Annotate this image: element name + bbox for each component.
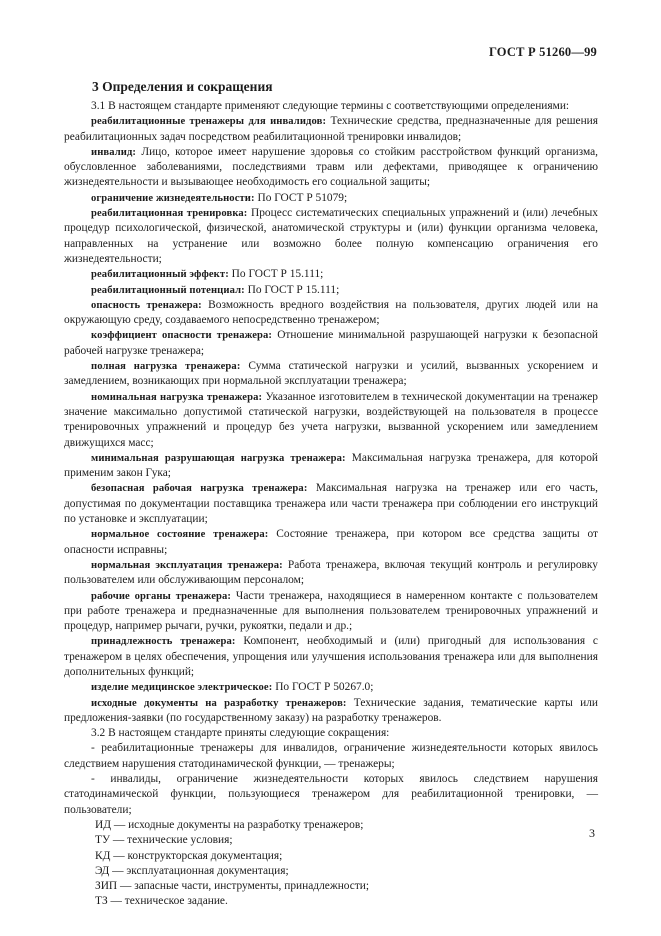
abbreviation-item: ЭД — эксплуатационная документация; <box>95 864 289 877</box>
term-definition <box>64 634 598 680</box>
term-name: опасность тренажера: <box>91 299 202 311</box>
term-text: Части тренажера, находящиеся в намеренном контакте с пользователем при работе тренажера и предназначенные для выполнения пользователем тренировочных упражнений и процедур, например рычаги, ручки, рукоятки, педали и др.; <box>64 589 599 633</box>
term-text: По ГОСТ Р 15.111; <box>228 268 324 281</box>
term-name: ограничение жизнедеятельности: <box>91 192 255 204</box>
term-definition <box>64 191 598 206</box>
term-text: Работа тренажера, включая текущий контроль и регулировку пользователем или обслуживающим персоналом; <box>64 558 598 587</box>
abbreviation-item: ТЗ — техническое задание. <box>95 895 228 908</box>
term-name: изделие медицинское электрическое: <box>91 682 273 694</box>
term-text: Указанное изготовителем в технической документации на тренажер значение максимально допустимой статической нагрузки, воздействующей на пользователя в процессе тренировочных упражнений и процедур без учета нагрузки, вызванной ускорением или замедлением движущихся масс; <box>64 390 598 449</box>
paragraph-3-1: 3.1 В настоящем стандарте применяют следующие термины с соответствующими определениями: <box>91 100 570 112</box>
term-text: Компонент, необходимый и (или) пригодный для использования с тренажером в целях обеспечения, упрощения или улучшения использования тренажера или для выполнения дополнительных функций; <box>64 635 598 678</box>
term-definition <box>64 680 598 695</box>
abbreviations-list <box>64 818 598 910</box>
term-definition <box>64 481 598 527</box>
term-text: Максимальная нагрузка на тренажер или его часть, допустимая по документации поставщика тренажера или части тренажера при соблюдении его инструкций по установке и эксплуатации; <box>64 482 598 526</box>
term-name: инвалид: <box>91 146 137 158</box>
term-definition <box>64 359 598 390</box>
term-text: По ГОСТ Р 15.111; <box>244 283 340 296</box>
abbreviation-paragraphs <box>64 741 598 817</box>
term-name: безопасная рабочая нагрузка тренажера: <box>91 483 308 495</box>
term-text: По ГОСТ Р 51079; <box>254 191 348 204</box>
term-definition <box>64 390 598 451</box>
abbreviation-item: ТУ — технические условия; <box>95 834 233 847</box>
term-definition <box>64 328 598 359</box>
term-definition <box>64 298 598 329</box>
abbreviation-paragraph: - инвалиды, ограничение жизнедеятельности которых явилось следствием нарушения статодинамической функции, пользующиеся тренажером для реабилитационной тренировки, — пользователи; <box>64 773 598 816</box>
abbreviation-item: ЗИП — запасные части, инструменты, принадлежности; <box>95 880 370 893</box>
term-name: реабилитационный потенциал: <box>91 284 245 296</box>
term-text: Технические средства, предназначенные для решения реабилитационных задач посредством реабилитационной тренировки инвалидов; <box>64 115 599 143</box>
page-number: 3 <box>589 826 595 840</box>
abbreviation-item: ИД — исходные документы на разработку тренажеров; <box>95 818 364 831</box>
abbreviation-item: КД — конструкторская документация; <box>95 849 283 862</box>
term-text: Технические задания, тематические карты или предложения-заявки (по государственному заказу) на разработку тренажеров. <box>64 696 598 724</box>
term-definition <box>64 114 598 145</box>
term-name: исходные документы на разработку тренажеров: <box>91 697 347 709</box>
term-definition <box>64 283 598 298</box>
document-body <box>64 99 598 910</box>
section-title: 3 Определения и сокращения <box>92 79 273 94</box>
term-name: реабилитационные тренажеры для инвалидов: <box>91 116 327 128</box>
term-name: реабилитационная тренировка: <box>91 208 248 220</box>
term-text: Сумма статической нагрузки и усилий, вызванных ускорением и замедлением, возникающих при нормальной эксплуатации тренажера; <box>64 360 598 388</box>
term-definition <box>64 206 598 267</box>
term-definition <box>64 589 598 635</box>
standard-header: ГОСТ Р 51260—99 <box>488 45 597 59</box>
term-name: нормальное состояние тренажера: <box>91 529 269 541</box>
terms-list <box>64 114 598 726</box>
abbreviation-paragraph: - реабилитационные тренажеры для инвалидов, ограничение жизнедеятельности которых явилось следствием нарушения статодинамической функции, — тренажеры; <box>64 742 598 770</box>
term-definition <box>64 267 598 282</box>
term-name: принадлежность тренажера: <box>91 636 236 648</box>
paragraph-3-2: 3.2 В настоящем стандарте приняты следующие сокращения: <box>91 727 390 740</box>
term-name: коэффициент опасности тренажера: <box>91 330 273 342</box>
term-text: Возможность вредного воздействия на пользователя, других людей или на окружающую среду, создаваемого непосредственно тренажером; <box>64 298 598 327</box>
term-definition <box>64 451 598 482</box>
term-name: номинальная нагрузка тренажера: <box>91 391 263 403</box>
term-name: нормальная эксплуатация тренажера: <box>91 559 283 571</box>
term-text: Отношение минимальной разрушающей нагрузки к безопасной рабочей нагрузке тренажера; <box>64 329 599 357</box>
term-definition <box>64 527 598 558</box>
term-definition <box>64 558 598 589</box>
term-definition <box>64 145 598 191</box>
term-name: полная нагрузка тренажера: <box>91 361 241 373</box>
term-name: реабилитационный эффект: <box>91 269 229 281</box>
term-name: рабочие органы тренажера: <box>91 590 232 602</box>
term-text: Максимальная нагрузка тренажера, для которой применим закон Гука; <box>64 451 598 480</box>
term-text: Состояние тренажера, при котором все средства защиты от опасности исправны; <box>64 528 598 556</box>
term-text: По ГОСТ Р 50267.0; <box>272 681 374 694</box>
term-definition <box>64 696 598 727</box>
term-text: Лицо, которое имеет нарушение здоровья со стойким расстройством функций организма, обусловленное заболеваниями, последствиями травм или дефектами, приводящее к ограничению жизнедеятельности и вызывающее необходимость его социальной защиты; <box>64 145 598 189</box>
term-name: минимальная разрушающая нагрузка тренажера: <box>91 452 346 464</box>
term-text: Процесс систематических специальных упражнений и (или) лечебных процедур психологической, физической, анатомической структуры и (или) функции организма человека, направленных на устранение или возможно более полную компенсацию ограничения его жизнедеятельности; <box>64 207 598 265</box>
